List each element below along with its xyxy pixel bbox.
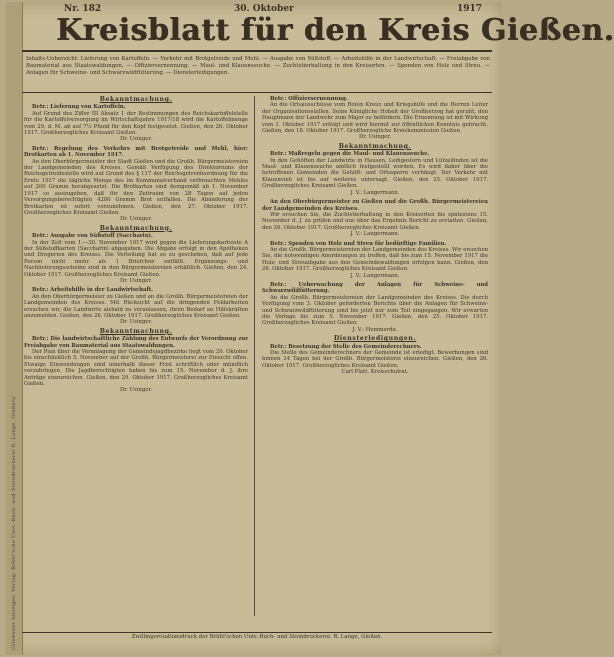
notice-subject: Betr.: Regelung des Verkehrs mit Brotgetreide und Mehl, hier: Brotkarten ab 1. November 1917. bbox=[24, 145, 248, 159]
notice-subject: An den Oberbürgermeister zu Gießen und die Großh. Bürgermeistereien der Landgemeinden des Kreises. bbox=[262, 199, 488, 212]
left-column bbox=[24, 96, 248, 614]
contents-rule bbox=[22, 92, 492, 93]
notice-body: Wir ersuchen Sie, die Zuchtstierhaltung in den Kreisorten bis spätestens 15. November d. J. zu prüfen und uns über das Ergebnis Bericht zu erstatten. Gießen, den 26. Oktober 1917. Großherzogliches Kreisamt Gießen. bbox=[262, 211, 488, 231]
notice-section bbox=[262, 199, 488, 237]
notice-signature: J. V.: Langermann. bbox=[350, 189, 400, 196]
notice-subject: Betr.: Offiziersernennung. bbox=[270, 96, 348, 102]
notice-title: Bekanntmachung. bbox=[99, 327, 173, 335]
notice-signature: Dr. Usinger. bbox=[119, 387, 152, 394]
issue-year: 1917 bbox=[456, 4, 482, 14]
notice-body: An die Großh. Bürgermeistereien der Landgemeinden des Kreises. Wir ersuchen Sie, die notwendigen Anordnungen zu treffen, daß bis zum 15. November 1917 die Holz- und Streuabgabe aus den Gemeindewaldungen erfolgen kann. Gießen, den 26. Oktober 1917. Großherzogliches Kreisamt Gießen. bbox=[262, 246, 488, 273]
binding-margin bbox=[6, 2, 23, 655]
notice-section bbox=[24, 146, 248, 223]
notice-section bbox=[262, 96, 488, 141]
notice-body: An den Oberbürgermeister der Stadt Gießen und die Großh. Bürgermeistereien der Landgemeinden des Kreises. Gemäß Verfügung des Direktoriums der Reichsgetreidestelle wird auf Grund des § 117 der Reichsgetreideordnung für die Ernte 1917 die tägliche Menge des im Kommunalverband verbrauchten Mehles auf 200 Gramm herabgesetzt. Die Brotkarten sind demgemäß ab 1. November 1917 so auszugeben, daß für den Zeitraum von 28 Tagen auf jeden Versorgungsberechtigten 4200 Gramm Brot entfallen. Die Abänderung der Brotkarten ist sofort vorzunehmen. Gießen, den 27. Oktober 1917. Großherzogliches Kreisamt Gießen. bbox=[24, 158, 248, 216]
notice-signature: Dr. Usinger. bbox=[358, 134, 391, 141]
margin-imprint: (Gießener Anzeiger, Verlag: Brühl'sche Univ.-Buch- und Steindruckerei R. Lange, Gießen) bbox=[11, 396, 17, 650]
notice-signature: Dr. Usinger. bbox=[119, 216, 152, 223]
notice-signature: J. V.: Langermann. bbox=[350, 231, 400, 238]
notice-title: Bekanntmachung. bbox=[99, 96, 173, 103]
notice-subject: Betr.: Die landwirtschaftliche Zählung des Entwurfs der Verordnung zur Freiabgabe von Baumaterial aus Staatswaldungen. bbox=[24, 336, 248, 349]
notice-section bbox=[24, 329, 248, 394]
printer-footer: Zwillingsrotationsdruck der Brühl'schen Univ.-Buch- und Steindruckerei. R. Lange, Gießen. bbox=[22, 632, 492, 643]
notice-subject: Betr.: Ausgabe von Süßstoff (Saccharin). bbox=[32, 233, 153, 240]
notice-section bbox=[24, 97, 248, 143]
notice-section bbox=[24, 226, 248, 285]
notice-title: Bekanntmachung. bbox=[99, 224, 173, 232]
notice-body: An die Großh. Bürgermeistereien der Landgemeinden des Kreises. Die durch Verfügung vom 3. Oktober geforderten Berichte über die Anlagen für Schweine- und Schwarzwildfütterung sind bis jetzt nur zum Teil eingegangen. Wir erwarten die Vorlage bis zum 5. November 1917. Gießen, den 25. Oktober 1917. Großherzogliches Kreisamt Gießen. bbox=[262, 294, 488, 327]
masthead-title: Kreisblatt für den Kreis Gießen. bbox=[56, 13, 614, 48]
notice-signature: J. V.: Langermann. bbox=[350, 272, 400, 279]
notice-body: Auf Grund des Ziffer III Absatz 1 der Bestimmungen des Reichskartoffelstelle für die Kartoffelversorgung im Wirtschaftsjahre 1917/18 wird die Kartoffelmenge vom 29. d. M. ab auf 7¼ Pfund für den Kopf festgesetzt. Gießen, den 26. Oktober 1917. Großherzogliches Kreisamt Gießen. bbox=[24, 110, 248, 137]
notice-subject: Betr.: Besetzung der Stelle des Gemeinderechners. bbox=[270, 343, 422, 350]
notice-signature: Dr. Usinger. bbox=[119, 277, 152, 284]
notice-signature: J. V.: Hemmerde. bbox=[352, 326, 398, 333]
issue-date: 30. Oktober bbox=[234, 4, 294, 14]
contents-summary: Inhalts-Uebersicht: Lieferung von Kartoffeln. — Verkehr mit Brotgetreide und Mehl. — Ausgabe von Süßstoff. — Arbeitshilfe in der Landwirtschaft. — Freiabgabe von Baumaterial aus Staatswaldungen. — Offiziersernennung. — Maul- und Klauenseuche. — Zuchtstierhaltung in den Kreisorten. — Spenden von Holz und Streu. — Anlagen für Schweine- und Schwarzwildfütterung. — Diensterledigungen. bbox=[26, 56, 490, 76]
notice-section bbox=[262, 241, 488, 279]
notice-signature: Dr. Usinger. bbox=[119, 136, 152, 143]
masthead-rule bbox=[22, 50, 492, 52]
notice-body: An den Oberbürgermeister zu Gießen und an die Großh. Bürgermeistereien der Landgemeinden des Kreises. Mit Rücksicht auf die dringenden Feldarbeiten ersuchen wir, die Landwirte alsbald zu veranlassen, ihren Bedarf an Hilfskräften anzumelden. Gießen, den 26. Oktober 1917. Großherzogliches Kreisamt Gießen. bbox=[24, 293, 248, 319]
notice-subject: Betr.: Lieferung von Kartoffeln. bbox=[32, 104, 126, 111]
notice-section bbox=[262, 282, 488, 333]
notice-signature: Carl Platt, Kreisschulrat. bbox=[341, 369, 409, 376]
notice-section bbox=[262, 144, 488, 196]
notice-section bbox=[24, 287, 248, 325]
notice-signature: Dr. Usinger. bbox=[119, 319, 152, 326]
notice-body: An die Ortsausschüsse vom Roten Kreuz und Kriegshilfe und die Herren Leiter der Organisationsstellen. Seine Königliche Hoheit der Großherzog hat geruht, den Hauptmann der Landwehr zum Major zu befördern. Die Ernennung ist mit Wirkung vom 1. Oktober 1917 erfolgt und wird hiermit zur öffentlichen Kenntnis gebracht. Gießen, den 18. Oktober 1917. Großherzogliche Kreiskommission Gießen. bbox=[262, 102, 488, 135]
notice-subject: Betr.: Spenden von Holz und Streu für bedürftige Familien. bbox=[270, 240, 447, 247]
right-column bbox=[262, 96, 488, 614]
notice-subject: Betr.: Maßregeln gegen die Maul- und Klauenseuche. bbox=[270, 151, 430, 158]
notice-body: Die Stelle des Gemeinderechners der Gemeinde ist erledigt. Bewerbungen sind binnen 14 Tagen bei der Großh. Bürgermeisterei einzureichen. Gießen, den 26. Oktober 1917. Großherzogliches Kreisamt Gießen. bbox=[262, 350, 488, 369]
notice-subject: Betr.: Ueberwachung der Anlagen für Schweine- und Schwarzwildfütterung. bbox=[262, 281, 488, 295]
column-divider bbox=[254, 96, 255, 616]
notice-section bbox=[262, 336, 488, 375]
notice-title: Diensterledigungen. bbox=[333, 335, 417, 343]
notice-body: Der Plan über die Veranlagung der Gemeindejagdbezirke liegt vom 29. Oktober bis einschließlich 5. November auf der Großh. Bürgermeisterei zur Einsicht offen. Etwaige Einwendungen sind innerhalb dieser Frist schriftlich oder mündlich vorzubringen. Die Jagdberechtigten haben bis zum 15. November d. J. ihre Anträge einzureichen. Gießen, den 29. Oktober 1917. Großherzogliches Kreisamt Gießen. bbox=[24, 349, 248, 388]
issue-number: Nr. 182 bbox=[64, 4, 102, 14]
notice-subject: Betr.: Arbeitshilfe in der Landwirtschaft. bbox=[32, 287, 154, 294]
notice-title: Bekanntmachung. bbox=[338, 142, 412, 150]
notice-body: In den Gehöften der Landwirte in Hausen, Leihgestern und Lützellinden ist die Maul- und Klauenseuche amtlich festgestellt worden. Es wird daher über die betroffenen Gemeinden die Gehöft- und Ortssperre verhängt. Der Verkehr mit Klauenvieh ist bis auf weiteres untersagt. Gießen, den 25. Oktober 1917. Großherzogliches Kreisamt Gießen. bbox=[262, 157, 488, 190]
notice-body: In der Zeit vom 1.—30. November 1917 wird gegen die Lieferungskarteiste A der Süßstoffkarten (Saccharin) abgegeben. Die Abgabe erfolgt in den Apotheken und Drogerien des Kreises. Die Verteilung hat so zu geschehen, daß auf jede Person nicht mehr als 1 Briefchen entfällt. Ergänzungs- und Nachlieferungsscheine sind in den Bürgermeistereien erhältlich. Gießen, den 24. Oktober 1917. Großherzogliches Kreisamt Gießen. bbox=[24, 239, 248, 278]
